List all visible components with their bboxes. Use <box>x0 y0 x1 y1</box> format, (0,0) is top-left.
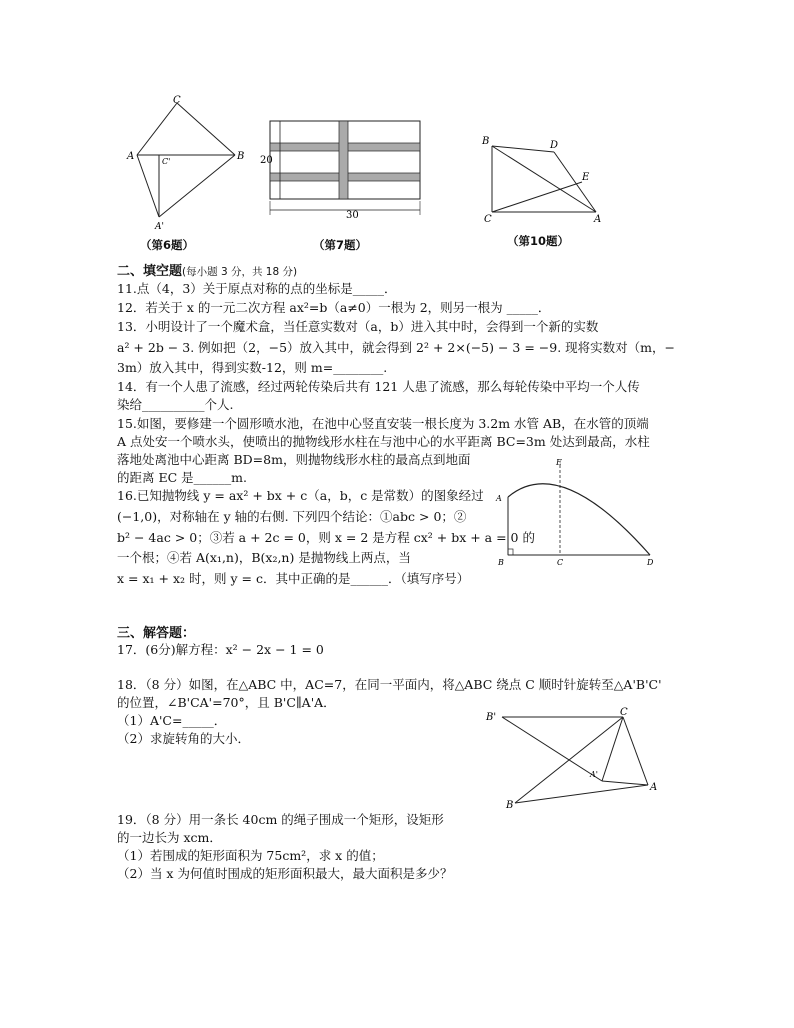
label-a-prime: A' <box>155 222 164 232</box>
label-c: C <box>173 95 181 106</box>
q19-line4: （2）当 x 为何值时围成的矩形面积最大，最大面积是多少？ <box>117 866 453 881</box>
label-c-prime: C' <box>162 157 171 166</box>
q18-line2: 的位置，∠B'CA'=70°，且 B'C∥A'A． <box>117 695 336 710</box>
q15-line1: 15.如图，要修建一个圆形喷水池，在池中心竖直安装一根长度为 3.2m 水管 AB，在水管的顶端 <box>117 416 649 431</box>
label-d: D <box>550 140 559 151</box>
fig7-caption: （第7题） <box>313 238 368 252</box>
q19-line2: 的一边长为 xcm． <box>117 830 222 845</box>
q16-line2: (−1,0)，对称轴在 y 轴的右侧. 下列四个结论：①abc > 0；② <box>117 509 467 524</box>
q18-line3: （1）A'C=_____． <box>117 713 227 728</box>
q13-line2: a² + 2b − 3. 例如把（2，−5）放入其中，就会得到 2² + 2×(−5) − 3 = −9. 现将实数对（m，− <box>117 340 675 355</box>
q16-line4: 一个根；④若 A(x₁,n)，B(x₂,n) 是抛物线上两点，当 <box>117 550 411 565</box>
label-a: A <box>594 214 602 225</box>
fig6-caption: （第6题） <box>140 238 195 252</box>
label-b: B <box>498 558 504 567</box>
q14-line1: 14．有一个人患了流感，经过两轮传染后共有 121 人患了流感，那么每轮传染中平均一个人传 <box>117 379 640 394</box>
label-c: C <box>557 558 564 567</box>
q16-line3: b² − 4ac > 0；③若 a + 2c = 0，则 x = 2 是方程 cx² + bx + a = 0 的 <box>117 530 535 545</box>
q12: 12．若关于 x 的一元二次方程 ax²=b（a≠0）一根为 2，则另一根为 _____． <box>117 300 551 315</box>
q18-line1: 18．（8 分）如图，在△ABC 中，AC=7，在同一平面内，将△ABC 绕点 C 顺时针旋转至△A'B'C' <box>117 677 662 692</box>
q19-line3: （1）若围成的矩形面积为 75cm²，求 x 的值； <box>117 848 384 863</box>
q15-line4: 的距离 EC 是______m. <box>117 470 247 485</box>
label-a: A <box>127 151 135 162</box>
q18-line4: （2）求旋转角的大小． <box>117 731 250 746</box>
q11: 11.点（4，3）关于原点对称的点的坐标是_____． <box>117 281 397 296</box>
q16-line1: 16.已知抛物线 y = ax² + bx + c（a，b，c 是常数）的图象经过 <box>117 488 484 503</box>
q14-line2: 染给__________个人. <box>117 397 234 412</box>
label-b: B <box>237 151 245 162</box>
section3-heading: 三、解答题： <box>117 626 196 641</box>
dim-width: 30 <box>346 210 359 221</box>
label-c: C <box>620 707 628 718</box>
q15-line2: A 点处安一个喷水头，使喷出的抛物线形水柱在与池中心的水平距离 BC=3m 处达到最高，水柱 <box>117 434 650 449</box>
label-e: E <box>582 172 590 183</box>
section2-note: (每小题 3 分，共 18 分) <box>182 266 298 278</box>
figure-7 <box>262 115 432 225</box>
figure-6 <box>125 95 255 235</box>
figure-10 <box>478 130 608 230</box>
label-b: B <box>482 136 490 147</box>
figure-18 <box>480 705 670 815</box>
label-a: A <box>650 782 658 793</box>
figure-15 <box>490 455 670 570</box>
section2-title: 二、填空题 <box>117 264 183 279</box>
fig10-caption: （第10题） <box>507 234 570 248</box>
label-a: A <box>496 494 502 503</box>
label-c: C <box>484 214 492 225</box>
label-a-prime: A' <box>590 770 598 779</box>
label-e: E <box>556 458 562 467</box>
q16-line5: x = x₁ + x₂ 时，则 y = c．其中正确的是______．（填写序号） <box>117 571 470 586</box>
dim-height: 20 <box>260 155 273 166</box>
label-b: B <box>506 800 514 811</box>
label-b-prime: B' <box>486 712 497 723</box>
q15-line3: 落地处离池中心距离 BD=8m，则抛物线形水柱的最高点到地面 <box>117 452 471 467</box>
section2-heading <box>117 260 297 279</box>
label-d: D <box>647 558 654 567</box>
q13-line3: 3m）放入其中，得到实数-12，则 m=________. <box>117 360 388 375</box>
q17: 17．(6分)解方程：x² − 2x − 1 = 0 <box>117 642 324 657</box>
q19-line1: 19．（8 分）用一条长 40cm 的绳子围成一个矩形，设矩形 <box>117 812 444 827</box>
q13-line1: 13．小明设计了一个魔术盒，当任意实数对（a，b）进入其中时，会得到一个新的实数 <box>117 319 599 334</box>
